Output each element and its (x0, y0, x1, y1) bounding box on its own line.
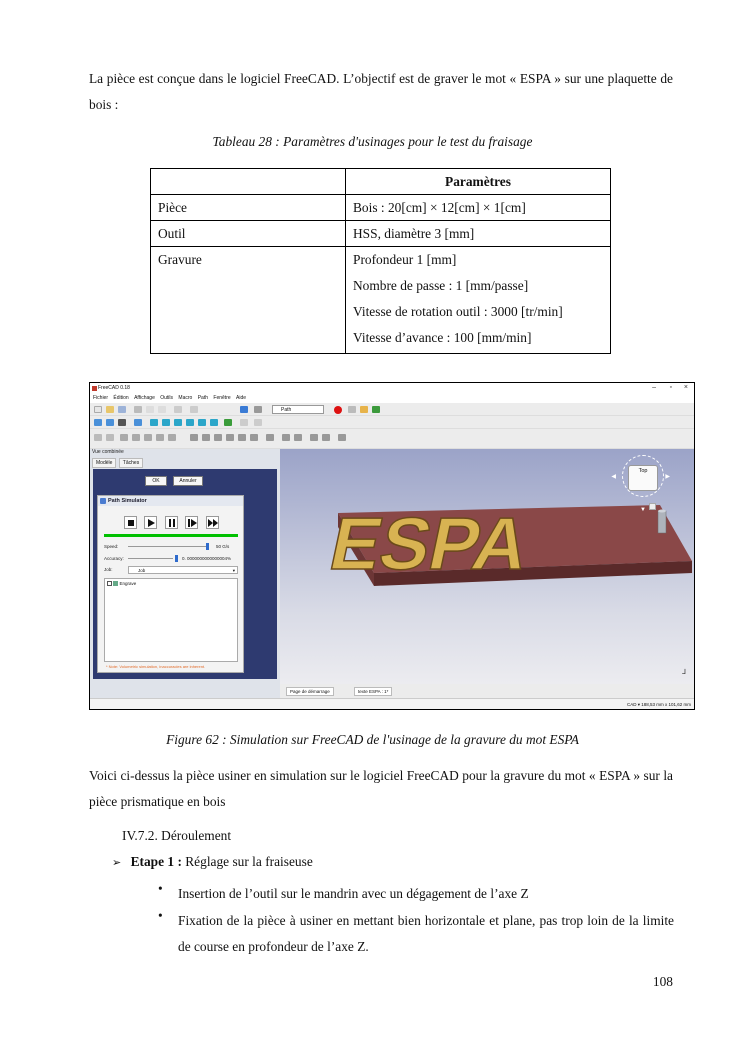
window-title: FreeCAD 0.18 (98, 385, 130, 391)
isometric-view-icon[interactable] (134, 419, 142, 426)
operation-label: Engrave (119, 581, 137, 586)
table-header-parametres: Paramètres (346, 169, 611, 195)
run-macro-icon[interactable] (372, 406, 380, 413)
cut-icon[interactable] (134, 406, 142, 413)
section-heading: IV.7.2. Déroulement (122, 828, 232, 843)
combo-view-title: Vue combinée (92, 449, 124, 455)
sanity-check-icon[interactable] (338, 434, 346, 441)
close-icon[interactable]: × (683, 384, 688, 391)
engraved-text: ESPA (323, 501, 537, 585)
tool-cutter-top (658, 510, 666, 513)
bullet-dot-icon: • (158, 881, 163, 896)
toolbar-file (90, 403, 694, 416)
vcarve-icon[interactable] (250, 434, 258, 441)
simulation-controls (124, 516, 222, 534)
list-item[interactable] (105, 579, 237, 588)
task-area (93, 469, 277, 679)
accuracy-label: Accuracy: (104, 556, 124, 561)
measure-icon[interactable] (224, 419, 232, 426)
pocket-icon[interactable] (156, 434, 164, 441)
adaptive-icon[interactable] (214, 434, 222, 441)
redo-icon[interactable] (190, 406, 198, 413)
draw-style-icon[interactable] (118, 419, 126, 426)
nav-down-arrow-icon[interactable]: ▼ (640, 507, 646, 513)
row-value: HSS, diamètre 3 [mm] (346, 221, 611, 247)
tool-table-icon[interactable] (120, 434, 128, 441)
menu-item-affichage[interactable]: Affichage (134, 395, 155, 401)
combo-view-panel (90, 449, 280, 710)
path-simulator-icon (100, 498, 106, 504)
bottom-view-icon[interactable] (198, 419, 206, 426)
right-view-icon[interactable] (174, 419, 182, 426)
nav-cube-face-label: Top (638, 468, 648, 474)
edit-macro-icon[interactable] (360, 406, 368, 413)
freecad-app-icon (92, 386, 97, 391)
list-item: Fixation de la pièce à usiner en mettant bien horizontale et plane, pas trop loin de la limite de course en profondeur de l’axe Z. (178, 913, 674, 954)
job-select[interactable] (128, 566, 238, 574)
menu-item-edition[interactable]: Édition (113, 395, 129, 401)
freecad-screenshot (89, 382, 695, 710)
open-file-icon[interactable] (106, 406, 114, 413)
copy-icon[interactable] (146, 406, 154, 413)
new-file-icon[interactable] (94, 406, 102, 413)
simulation-note: * Note: Volumetric simulation, inaccuracies are inherent. (106, 664, 206, 669)
path-simulator-panel (97, 495, 244, 673)
record-macro-icon[interactable] (334, 406, 342, 414)
table-row (151, 195, 611, 221)
row-value-list (346, 247, 611, 354)
row-label: Pièce (151, 195, 346, 221)
menu-item-fichier[interactable]: Fichier (93, 395, 109, 401)
tab-modele[interactable]: Modèle (92, 458, 116, 468)
path-simulator-title: Path Simulator (108, 498, 147, 504)
combo-tabs (92, 458, 144, 468)
status-dimensions: CAD ▾ 188,53 mm x 101,62 mm (626, 702, 691, 707)
axis-cross-icon: ⅃ (682, 669, 686, 676)
workbench-select-value: Path (281, 407, 292, 413)
figure-caption: Figure 62 : Simulation sur FreeCAD de l'usinage de la gravure du mot ESPA (166, 732, 579, 747)
row-label: Gravure (151, 247, 346, 354)
toolbar-path (90, 429, 694, 449)
nav-right-arrow-icon[interactable]: ▶ (665, 474, 670, 480)
nav-left-arrow-icon[interactable]: ◀ (611, 474, 616, 480)
helix-icon[interactable] (202, 434, 210, 441)
pause-icon[interactable] (165, 516, 178, 529)
fit-selection-icon[interactable] (106, 419, 114, 426)
chevron-down-icon: ▾ (232, 568, 235, 573)
deburr-icon[interactable] (238, 434, 246, 441)
cancel-button[interactable]: Annuler (173, 476, 203, 486)
restore-icon[interactable]: ▫ (669, 384, 672, 391)
minimize-icon[interactable]: – (652, 384, 656, 391)
stop-macro-icon[interactable] (348, 406, 356, 413)
stop-icon[interactable] (124, 516, 137, 529)
parameters-table (150, 168, 611, 354)
step-1 (112, 854, 313, 870)
rear-view-icon[interactable] (186, 419, 194, 426)
profile-icon[interactable] (144, 434, 152, 441)
menu-item-outils[interactable]: Outils (160, 395, 174, 401)
job-icon[interactable] (94, 434, 102, 441)
table-row (151, 247, 611, 354)
menu-item-fenetre[interactable]: Fenêtre (213, 395, 231, 401)
top-view-icon[interactable] (162, 419, 170, 426)
operations-list (104, 578, 238, 662)
gravure-line: Vitesse de rotation outil : 3000 [tr/min] (353, 304, 563, 319)
speed-slider-track[interactable] (128, 546, 208, 547)
toolbar-view (90, 416, 694, 429)
job-label: Job: (104, 567, 113, 572)
menu-item-macro[interactable]: Macro (178, 395, 193, 401)
tab-page-demarrage[interactable]: Page de démarrage (286, 687, 334, 696)
tool-cutter-icon (658, 511, 666, 533)
copy-op-icon[interactable] (322, 434, 330, 441)
path-simulator-header[interactable] (98, 496, 243, 506)
fit-all-icon[interactable] (94, 419, 102, 426)
simulator-icon[interactable] (282, 434, 290, 441)
row-label: Outil (151, 221, 346, 247)
accuracy-value: 0. 0000000000000004% (182, 556, 232, 561)
undo-icon[interactable] (174, 406, 182, 413)
left-view-icon[interactable] (210, 419, 218, 426)
accuracy-slider-handle[interactable] (175, 555, 178, 562)
table-header-row (151, 169, 611, 195)
menu-item-path[interactable]: Path (197, 395, 209, 401)
accuracy-slider-track[interactable] (128, 558, 173, 559)
engrave-op-icon (113, 581, 118, 586)
post-process-icon[interactable] (106, 434, 114, 441)
save-icon[interactable] (118, 406, 126, 413)
arrow-bullet-icon: ➢ (112, 857, 122, 869)
workbench-select[interactable] (272, 405, 324, 414)
fast-forward-icon[interactable] (206, 516, 219, 529)
part-icon[interactable] (240, 419, 248, 426)
tool-controller-icon[interactable] (132, 434, 140, 441)
after-figure-paragraph: Voici ci-dessus la pièce usiner en simulation sur le logiciel FreeCAD pour la gravure du mot « ESPA » sur la pièce prismatique en bois (89, 768, 673, 809)
engrave-icon[interactable] (190, 434, 198, 441)
inspect-icon[interactable] (294, 434, 302, 441)
table-header-empty (151, 169, 346, 195)
bullet-dot-icon: • (158, 908, 163, 923)
group-icon[interactable] (254, 419, 262, 426)
menu-bar (90, 394, 694, 403)
play-icon[interactable] (144, 516, 157, 529)
drilling-icon[interactable] (168, 434, 176, 441)
list-item: Insertion de l’outil sur le mandrin avec un dégagement de l’axe Z (178, 886, 529, 901)
job-select-value: Job (138, 568, 146, 573)
checkbox-icon[interactable] (107, 581, 112, 586)
table-caption: Tableau 28 : Paramètres d'usinages pour le test du fraisage (212, 134, 533, 149)
whats-this-icon[interactable] (254, 406, 262, 413)
page-number: 108 (652, 974, 673, 989)
tab-texte-espa[interactable]: texte ESPA : 1* (354, 687, 392, 696)
document-tabs (280, 684, 694, 698)
step-1-text: Réglage sur la fraiseuse (181, 854, 313, 869)
speed-label: Speed: (104, 544, 119, 549)
surface-icon[interactable] (226, 434, 234, 441)
front-view-icon[interactable] (150, 419, 158, 426)
tab-taches[interactable]: Tâches (119, 458, 143, 468)
status-bar (90, 698, 694, 710)
menu-item-aide[interactable]: Aide (236, 395, 247, 401)
nav-cube-orbit-ring[interactable] (622, 455, 664, 497)
view-menu-cube-icon[interactable] (649, 503, 656, 510)
dressup-icon[interactable] (266, 434, 274, 441)
paste-icon[interactable] (158, 406, 166, 413)
speed-slider-handle[interactable] (206, 543, 209, 550)
array-icon[interactable] (310, 434, 318, 441)
ok-button[interactable]: OK (145, 476, 167, 486)
gravure-line: Vitesse d’avance : 100 [mm/min] (353, 330, 532, 345)
step-forward-icon[interactable] (185, 516, 198, 529)
gravure-line: Nombre de passe : 1 [mm/passe] (353, 278, 529, 293)
table-row (151, 221, 611, 247)
simulation-progress-bar (104, 534, 238, 537)
intro-paragraph: La pièce est conçue dans le logiciel FreeCAD. L’objectif est de graver le mot « ESPA » sur une plaquette de bois : (89, 71, 673, 112)
window-titlebar (90, 383, 694, 394)
row-value: Bois : 20[cm] × 12[cm] × 1[cm] (346, 195, 611, 221)
gravure-line: Profondeur 1 [mm] (353, 252, 457, 267)
refresh-icon[interactable] (240, 406, 248, 413)
step-1-label: Etape 1 : (130, 854, 182, 869)
3d-viewport[interactable] (280, 449, 694, 684)
speed-value: 50 G/s (216, 544, 230, 549)
